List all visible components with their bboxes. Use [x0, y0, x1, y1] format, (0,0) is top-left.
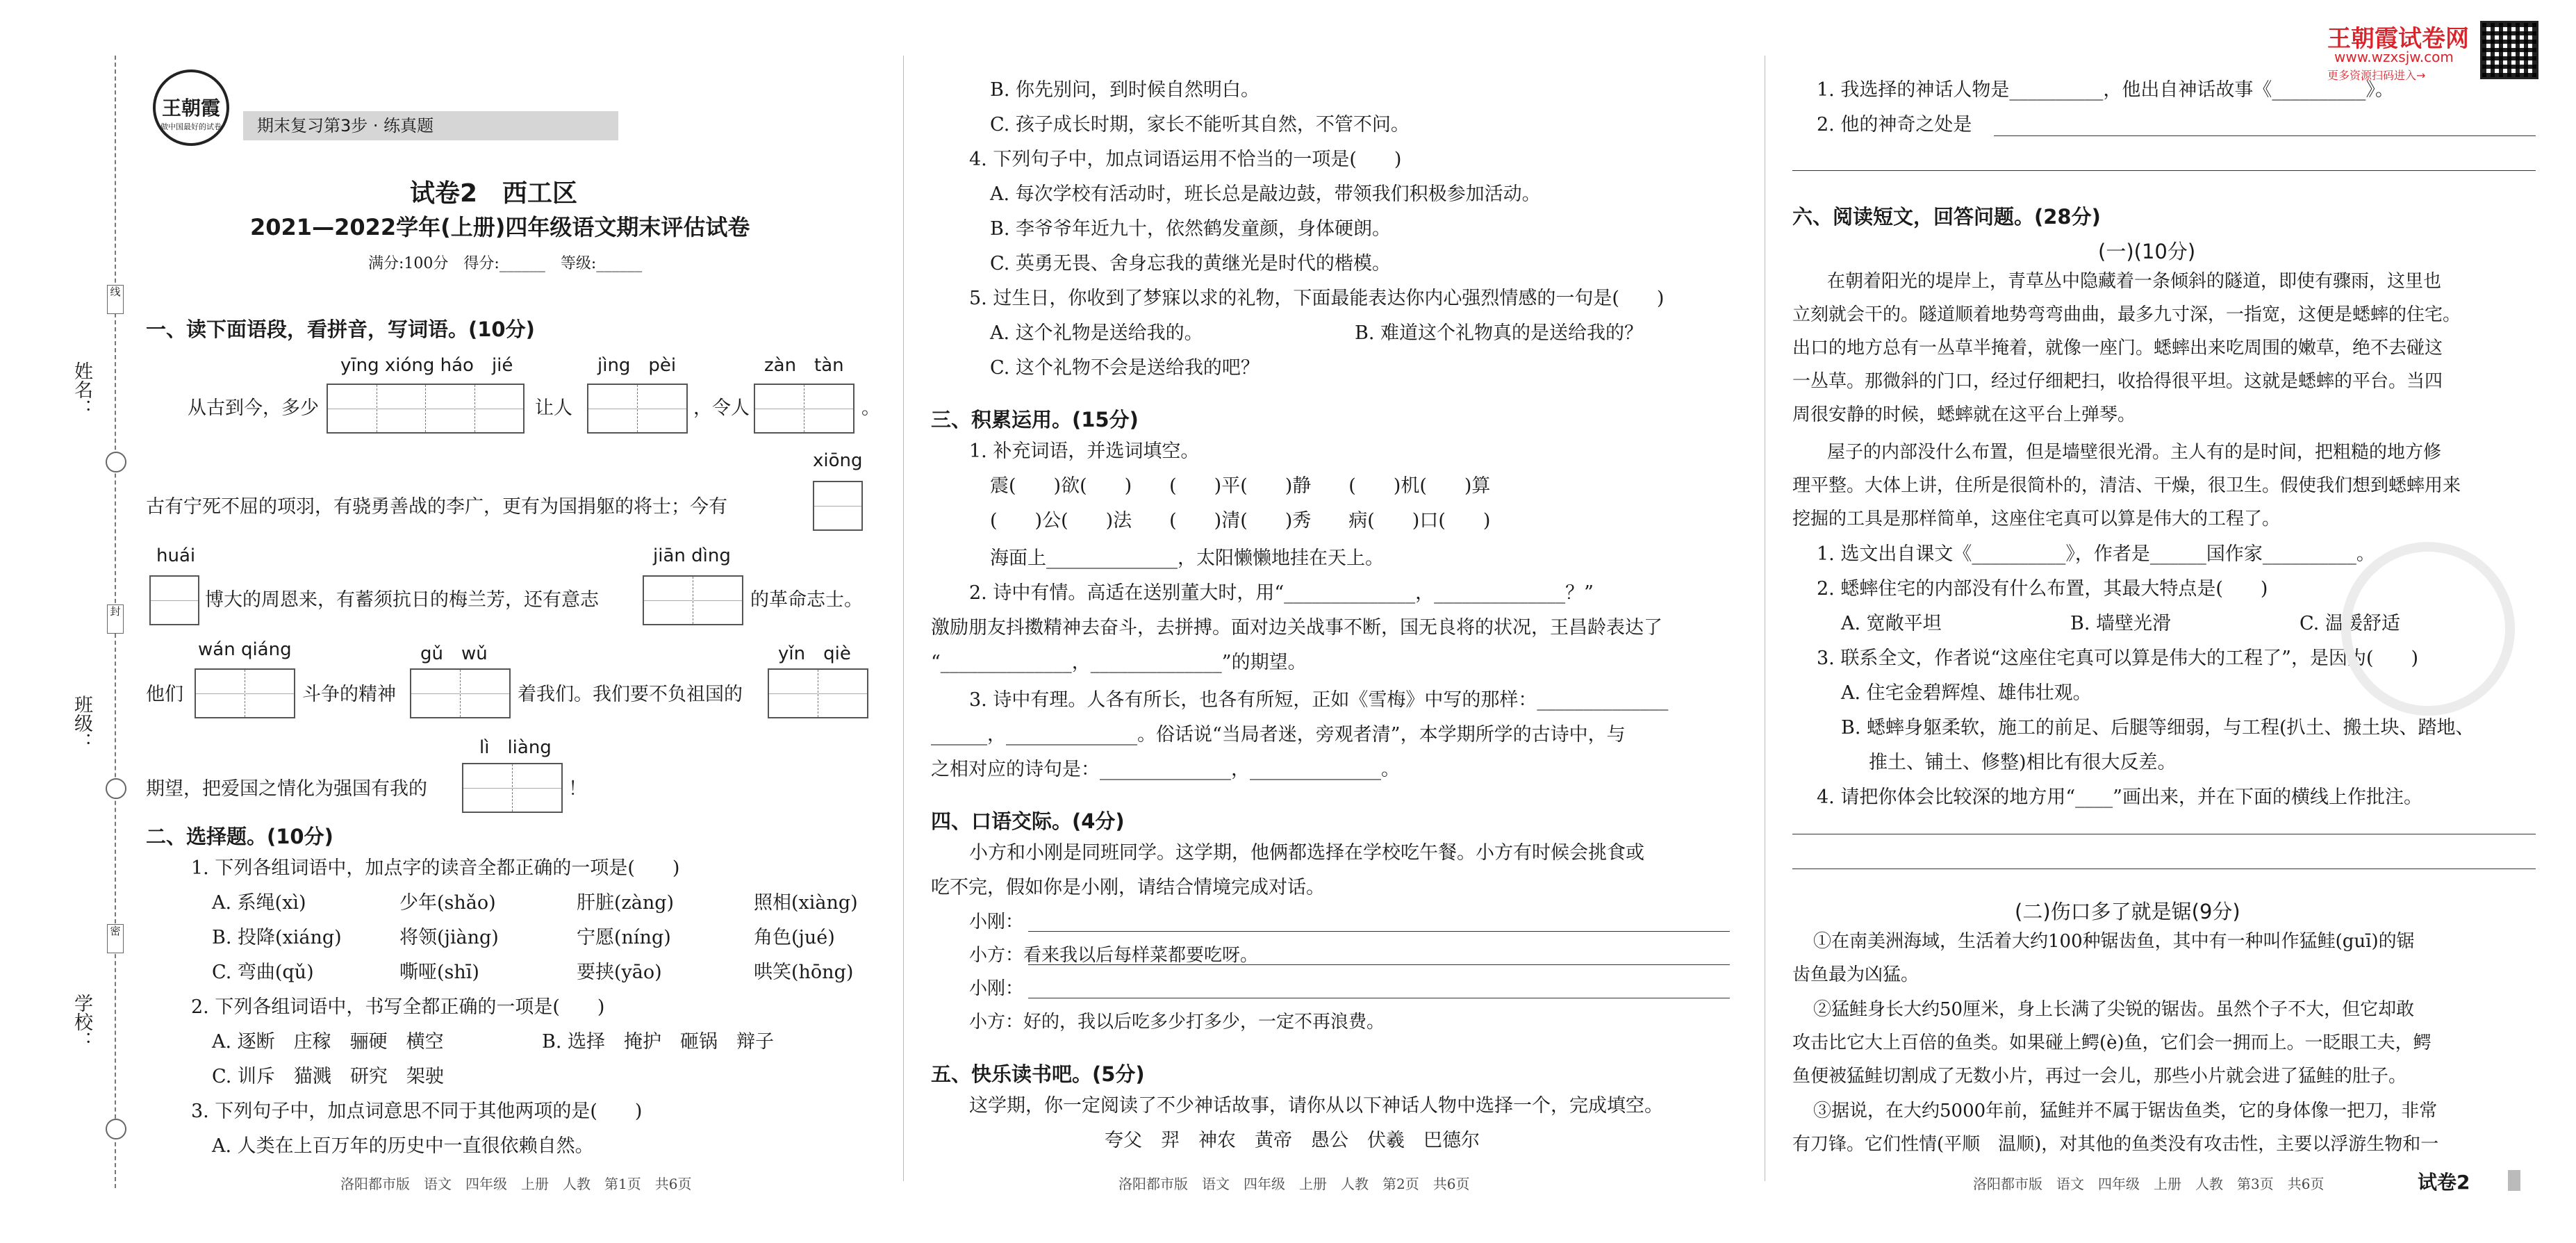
dialogue-line: 小刚： [969, 978, 1024, 999]
binding-hole [106, 778, 126, 799]
answer-line[interactable] [1028, 931, 1730, 932]
logo-subtext: 做中国最好的试卷 [160, 122, 222, 131]
section-5-title: 五、快乐读书吧。(5分) [931, 1062, 1145, 1086]
section-4-title: 四、口语交际。(4分) [931, 809, 1125, 833]
pinyin-huai: huái [156, 545, 196, 566]
fill-row[interactable]: 海面上______________，太阳懒懒地挂在天上。 [990, 548, 1384, 569]
passage-line: 挖掘的工具是那样简单，这座住宅真可以算是伟大的工程了。 [1792, 509, 2281, 529]
pinyin-guwu: gǔ wǔ [420, 643, 488, 664]
passage-line: ②猛鲑身长大约50厘米，身上长满了尖锐的锯齿。虽然个子不大，但它却敢 [1813, 999, 2415, 1020]
writing-grid[interactable] [643, 575, 743, 625]
question: 1. 补充词语，并选词填空。 [969, 441, 1200, 462]
column-divider [903, 56, 904, 1181]
section-6-title: 六、阅读短文，回答问题。(28分) [1792, 205, 2101, 229]
paper-subtitle: 2021—2022学年(上册)四年级语文期末评估试卷 [250, 214, 750, 240]
page-footer: 洛阳都市版 语文 四年级 上册 人教 第2页 共6页 [1118, 1176, 1470, 1192]
question[interactable]: 1. 选文出自课文《__________》，作者是______国作家__________。 [1817, 543, 2375, 565]
passage-line: 理平整。大体上讲，住所是很简朴的，清洁、干燥，很卫生。假使我们想到蟋蟀用来 [1792, 475, 2461, 496]
option: B. 你先别问，到时候自然明白。 [990, 79, 1260, 101]
question: 3. 联系全文，作者说“这座住宅真可以算是伟大的工程了”，是因为( ) [1817, 648, 2419, 669]
question-4: 4. 下列句子中，加点词语运用不恰当的一项是( ) [969, 149, 1402, 170]
answer-line[interactable] [1994, 135, 2536, 136]
paper-number-tag: 试卷2 [2418, 1171, 2470, 1194]
passage-line: 立刻就会干的。隧道顺着地势弯弯曲曲，最多九寸深，一指宽，这便是蟋蟀的住宅。 [1792, 304, 2461, 325]
passage-line: ③据说，在大约5000年前，猛鲑并不属于锯齿鱼类，它的身体像一把刀，非常 [1813, 1101, 2438, 1121]
text-line: ，令人 [693, 397, 750, 419]
pinyin-jingpei: jìng pèi [597, 355, 677, 376]
brand-name: 王朝霞试卷网 [2327, 25, 2469, 53]
option: B. 李爷爷年近九十，依然鹤发童颜，身体硬朗。 [990, 218, 1392, 240]
myth-names: 夸父 羿 神农 黄帝 愚公 伏羲 巴德尔 [1105, 1130, 1480, 1151]
option: C. 孩子成长时期，家长不能听其自然，不管不问。 [990, 114, 1410, 135]
text-line: 从古到今，多少 [188, 397, 319, 419]
page-footer: 洛阳都市版 语文 四年级 上册 人教 第3页 共6页 [1973, 1176, 2325, 1192]
option: B. 投降(xiáng) [212, 927, 342, 948]
text-line: 着我们。我们要不负祖国的 [518, 684, 743, 705]
dialogue-line: 小方：看来我以后每样菜都要吃呀。 [969, 945, 1259, 966]
passage-1-title: (一)(10分) [2098, 240, 2196, 263]
text-line: 。 [861, 397, 880, 419]
option: 角色(jué) [754, 927, 835, 948]
qr-code[interactable] [2480, 21, 2538, 79]
passage-line: 屋子的内部没什么布置，但是墙壁很光滑。主人有的是时间，把粗糙的地方修 [1827, 442, 2442, 463]
text-line: 这学期，你一定阅读了不少神话故事，请你从以下神话人物中选择一个，完成填空。 [969, 1095, 1663, 1117]
option: 嘶哑(shī) [399, 962, 479, 983]
confidential-seal-watermark [2341, 542, 2515, 716]
school-label: 学校： [71, 994, 92, 1050]
text-line: 吃不完，假如你是小刚，请结合情境完成对话。 [931, 877, 1325, 898]
pinyin-yinqie: yǐn qiè [778, 643, 851, 664]
question-2: 2. 下列各组词语中，书写全都正确的一项是( ) [191, 996, 605, 1018]
option: A. 系绳(xì) [212, 892, 306, 914]
writing-grid[interactable] [462, 763, 563, 813]
question[interactable]: 2. 诗中有情。高适在送别董大时，用“______________，______________？” [969, 582, 1594, 604]
section-1-title: 一、读下面语段，看拼音，写词语。(10分) [146, 318, 535, 341]
option: 将领(jiàng) [399, 927, 499, 948]
pinyin-zantan: zàn tàn [764, 355, 844, 376]
passage-line: 鱼便被猛鲑切割成了无数小片，再过一会儿，那些小片就会进了猛鲑的肚子。 [1792, 1066, 2407, 1087]
question[interactable]: 3. 诗中有理。人各有所长，也各有所短，正如《雪梅》中写的那样：______________ [969, 689, 1669, 711]
review-step-tag: 期末复习第3步 · 练真题 [243, 111, 618, 140]
passage-line: 有刀锋。它们性情(平顺 温顺)，对其他的鱼类没有攻击性，主要以浮游生物和一 [1792, 1134, 2439, 1155]
writing-grid[interactable] [768, 668, 868, 718]
binding-hole [106, 452, 126, 472]
writing-grid[interactable] [410, 668, 511, 718]
brand-logo [153, 69, 229, 146]
text-line: 博大的周恩来，有蓄须抗日的梅兰芳，还有意志 [205, 589, 599, 611]
option[interactable]: B. 墙壁光滑 [2070, 613, 2172, 634]
writing-grid[interactable] [327, 384, 525, 434]
binding-mark-line: 线 [107, 285, 124, 314]
dialogue-line: 小刚： [969, 912, 1024, 932]
page-tab-marker [2508, 1170, 2520, 1191]
passage-line: 出口的地方总有一丛草半掩着，就像一座门。蟋蟀出来吃周围的嫩草，绝不去碰这 [1792, 338, 2443, 359]
passage-line: ①在南美洲海域，生活着大约100种锯齿鱼，其中有一种叫作猛鲑(guī)的锯 [1813, 931, 2415, 952]
fill-row[interactable]: 之相对应的诗句是：______________，______________。 [931, 759, 1400, 780]
score-line: 满分:100分 得分:______ 等级:______ [368, 255, 643, 272]
option: C. 这个礼物不会是送给我的吧？ [990, 357, 1260, 379]
page-2 [931, 0, 1744, 1243]
question: 4. 请把你体会比较深的地方用“____”画出来，并在下面的横线上作批注。 [1817, 787, 2422, 808]
question-3: 3. 下列句子中，加点词意思不同于其他两项的是( ) [191, 1101, 643, 1122]
pinyin-jianding: jiān dìng [653, 545, 731, 566]
text-line: ！ [568, 778, 587, 800]
pinyin-wanqiang: wán qiáng [198, 639, 292, 660]
question: 2. 蟋蟀住宅的内部没有什么布置，其最大特点是( ) [1817, 578, 2268, 600]
fill-row[interactable]: “______________，______________”的期望。 [931, 652, 1307, 673]
fill-row[interactable]: 震( )欲( ) ( )平( )静 ( )机( )算 [990, 475, 1491, 497]
pinyin-xiong: xiōng [813, 450, 863, 471]
fill-row[interactable]: ( )公( )法 ( )清( )秀 病( )口( ) [990, 510, 1491, 532]
page-1 [139, 0, 882, 1243]
brand-site[interactable]: www.wzxsjw.com [2334, 49, 2454, 65]
question-1: 1. 下列各组词语中，加点字的读音全都正确的一项是( ) [191, 857, 680, 879]
passage-line: 周很安静的时候，蟋蟀就在这平台上弹琴。 [1792, 404, 2136, 425]
option: 肝脏(zàng) [577, 892, 675, 914]
option: 哄笑(hōng) [754, 962, 854, 983]
option[interactable]: A. 宽敞平坦 [1841, 613, 1942, 634]
passage-line: 齿鱼最为凶猛。 [1792, 964, 1919, 985]
writing-grid[interactable] [813, 481, 863, 531]
binding-mark-secret: 密 [107, 924, 124, 953]
section-3-title: 三、积累运用。(15分) [931, 408, 1139, 431]
page-footer: 洛阳都市版 语文 四年级 上册 人教 第1页 共6页 [340, 1176, 692, 1192]
option: 推土、铺土、修整)相比有很大反差。 [1869, 752, 2177, 773]
option: B. 选择 掩护 砸锅 辩子 [542, 1031, 775, 1053]
writing-grid[interactable] [149, 575, 199, 625]
writing-grid[interactable] [587, 384, 688, 434]
class-label: 班级： [71, 695, 92, 751]
text-line: 古有宁死不屈的项羽，有骁勇善战的李广，更有为国捐躯的将士；今有 [146, 496, 727, 518]
text-line[interactable]: ______，______________。俗话说“当局者迷，旁观者清”，本学期所学的古诗中，与 [931, 724, 1626, 746]
page-3 [1785, 0, 2543, 1243]
option: A. 每次学校有活动时，班长总是敲边鼓，带领我们积极参加活动。 [990, 183, 1541, 205]
option[interactable]: A. 住宅金碧辉煌、雄伟壮观。 [1841, 682, 2092, 704]
option: 照相(xiàng) [754, 892, 858, 914]
writing-grid[interactable] [195, 668, 295, 718]
option: 少年(shǎo) [399, 892, 496, 914]
text-line: 期望，把爱国之情化为强国有我的 [146, 778, 427, 800]
paper-title: 试卷2 西工区 [410, 179, 578, 208]
text-line: 斗争的精神 [302, 684, 396, 705]
question-5: 5. 过生日，你收到了梦寐以求的礼物，下面最能表达你内心强烈情感的一句是( ) [969, 288, 1665, 309]
text-line: 小方和小刚是同班同学。这学期，他俩都选择在学校吃午餐。小方有时候会挑食或 [969, 842, 1644, 864]
writing-grid[interactable] [754, 384, 854, 434]
text-line: 激励朋友抖擞精神去奋斗，去拼搏。面对边关战事不断，国无良将的状况，王昌龄表达了 [931, 617, 1662, 639]
option: C. 训斥 猫溅 研究 架驶 [212, 1066, 444, 1087]
option: A. 逐断 庄稼 骊硬 横空 [212, 1031, 444, 1053]
question: 2. 他的神奇之处是 [1817, 114, 1972, 135]
pinyin-yingxiong-haojie: yīng xióng háo jié [340, 355, 513, 376]
binding-mark-seal: 封 [107, 604, 124, 634]
option: A. 这个礼物是送给我的。 [990, 322, 1203, 344]
name-label: 姓名： [71, 361, 92, 418]
option: A. 人类在上百万年的历史中一直很依赖自然。 [212, 1135, 594, 1157]
question[interactable]: 1. 我选择的神话人物是__________，他出自神话故事《__________》。 [1817, 79, 2394, 101]
logo-text: 王朝霞 [161, 97, 220, 120]
passage-line: 在朝着阳光的堤岸上，青草丛中隐藏着一条倾斜的隧道，即使有骤雨，这里也 [1827, 271, 2442, 292]
brand-slogan: 更多资源扫码进入→ [2327, 69, 2426, 82]
binding-hole [106, 1119, 126, 1139]
section-2-title: 二、选择题。(10分) [146, 825, 333, 848]
text-line: 让人 [535, 397, 572, 419]
option: C. 弯曲(qǔ) [212, 962, 314, 983]
passage-2-title: (二)伤口多了就是锯(9分) [2015, 900, 2240, 923]
dialogue-line: 小方：好的，我以后吃多少打多少，一定不再浪费。 [969, 1012, 1385, 1032]
option: 宁愿(níng) [577, 927, 671, 948]
option: 要挟(yāo) [577, 962, 662, 983]
answer-line[interactable] [1792, 170, 2536, 171]
text-line: 他们 [146, 684, 183, 705]
answer-line [1028, 964, 1730, 965]
option: C. 英勇无畏、舍身忘我的黄继光是时代的楷模。 [990, 253, 1391, 274]
option[interactable]: B. 蟋蟀身躯柔软，施工的前足、后腿等细弱，与工程(扒土、搬土块、踏地、 [1841, 717, 2475, 739]
passage-line: 一丛草。那微斜的门口，经过仔细耙扫，收拾得很平坦。这就是蟋蟀的平台。当四 [1792, 371, 2443, 392]
pinyin-liliang: lì liàng [479, 737, 552, 758]
passage-line: 攻击比它大上百倍的鱼类。如果碰上鳄(è)鱼，它们会一拥而上。一眨眼工夫，鳄 [1792, 1032, 2431, 1053]
option[interactable]: C. 温暖舒适 [2300, 613, 2400, 634]
text-line: 的革命志士。 [750, 589, 863, 611]
option: B. 难道这个礼物真的是送给我的？ [1355, 322, 1644, 344]
